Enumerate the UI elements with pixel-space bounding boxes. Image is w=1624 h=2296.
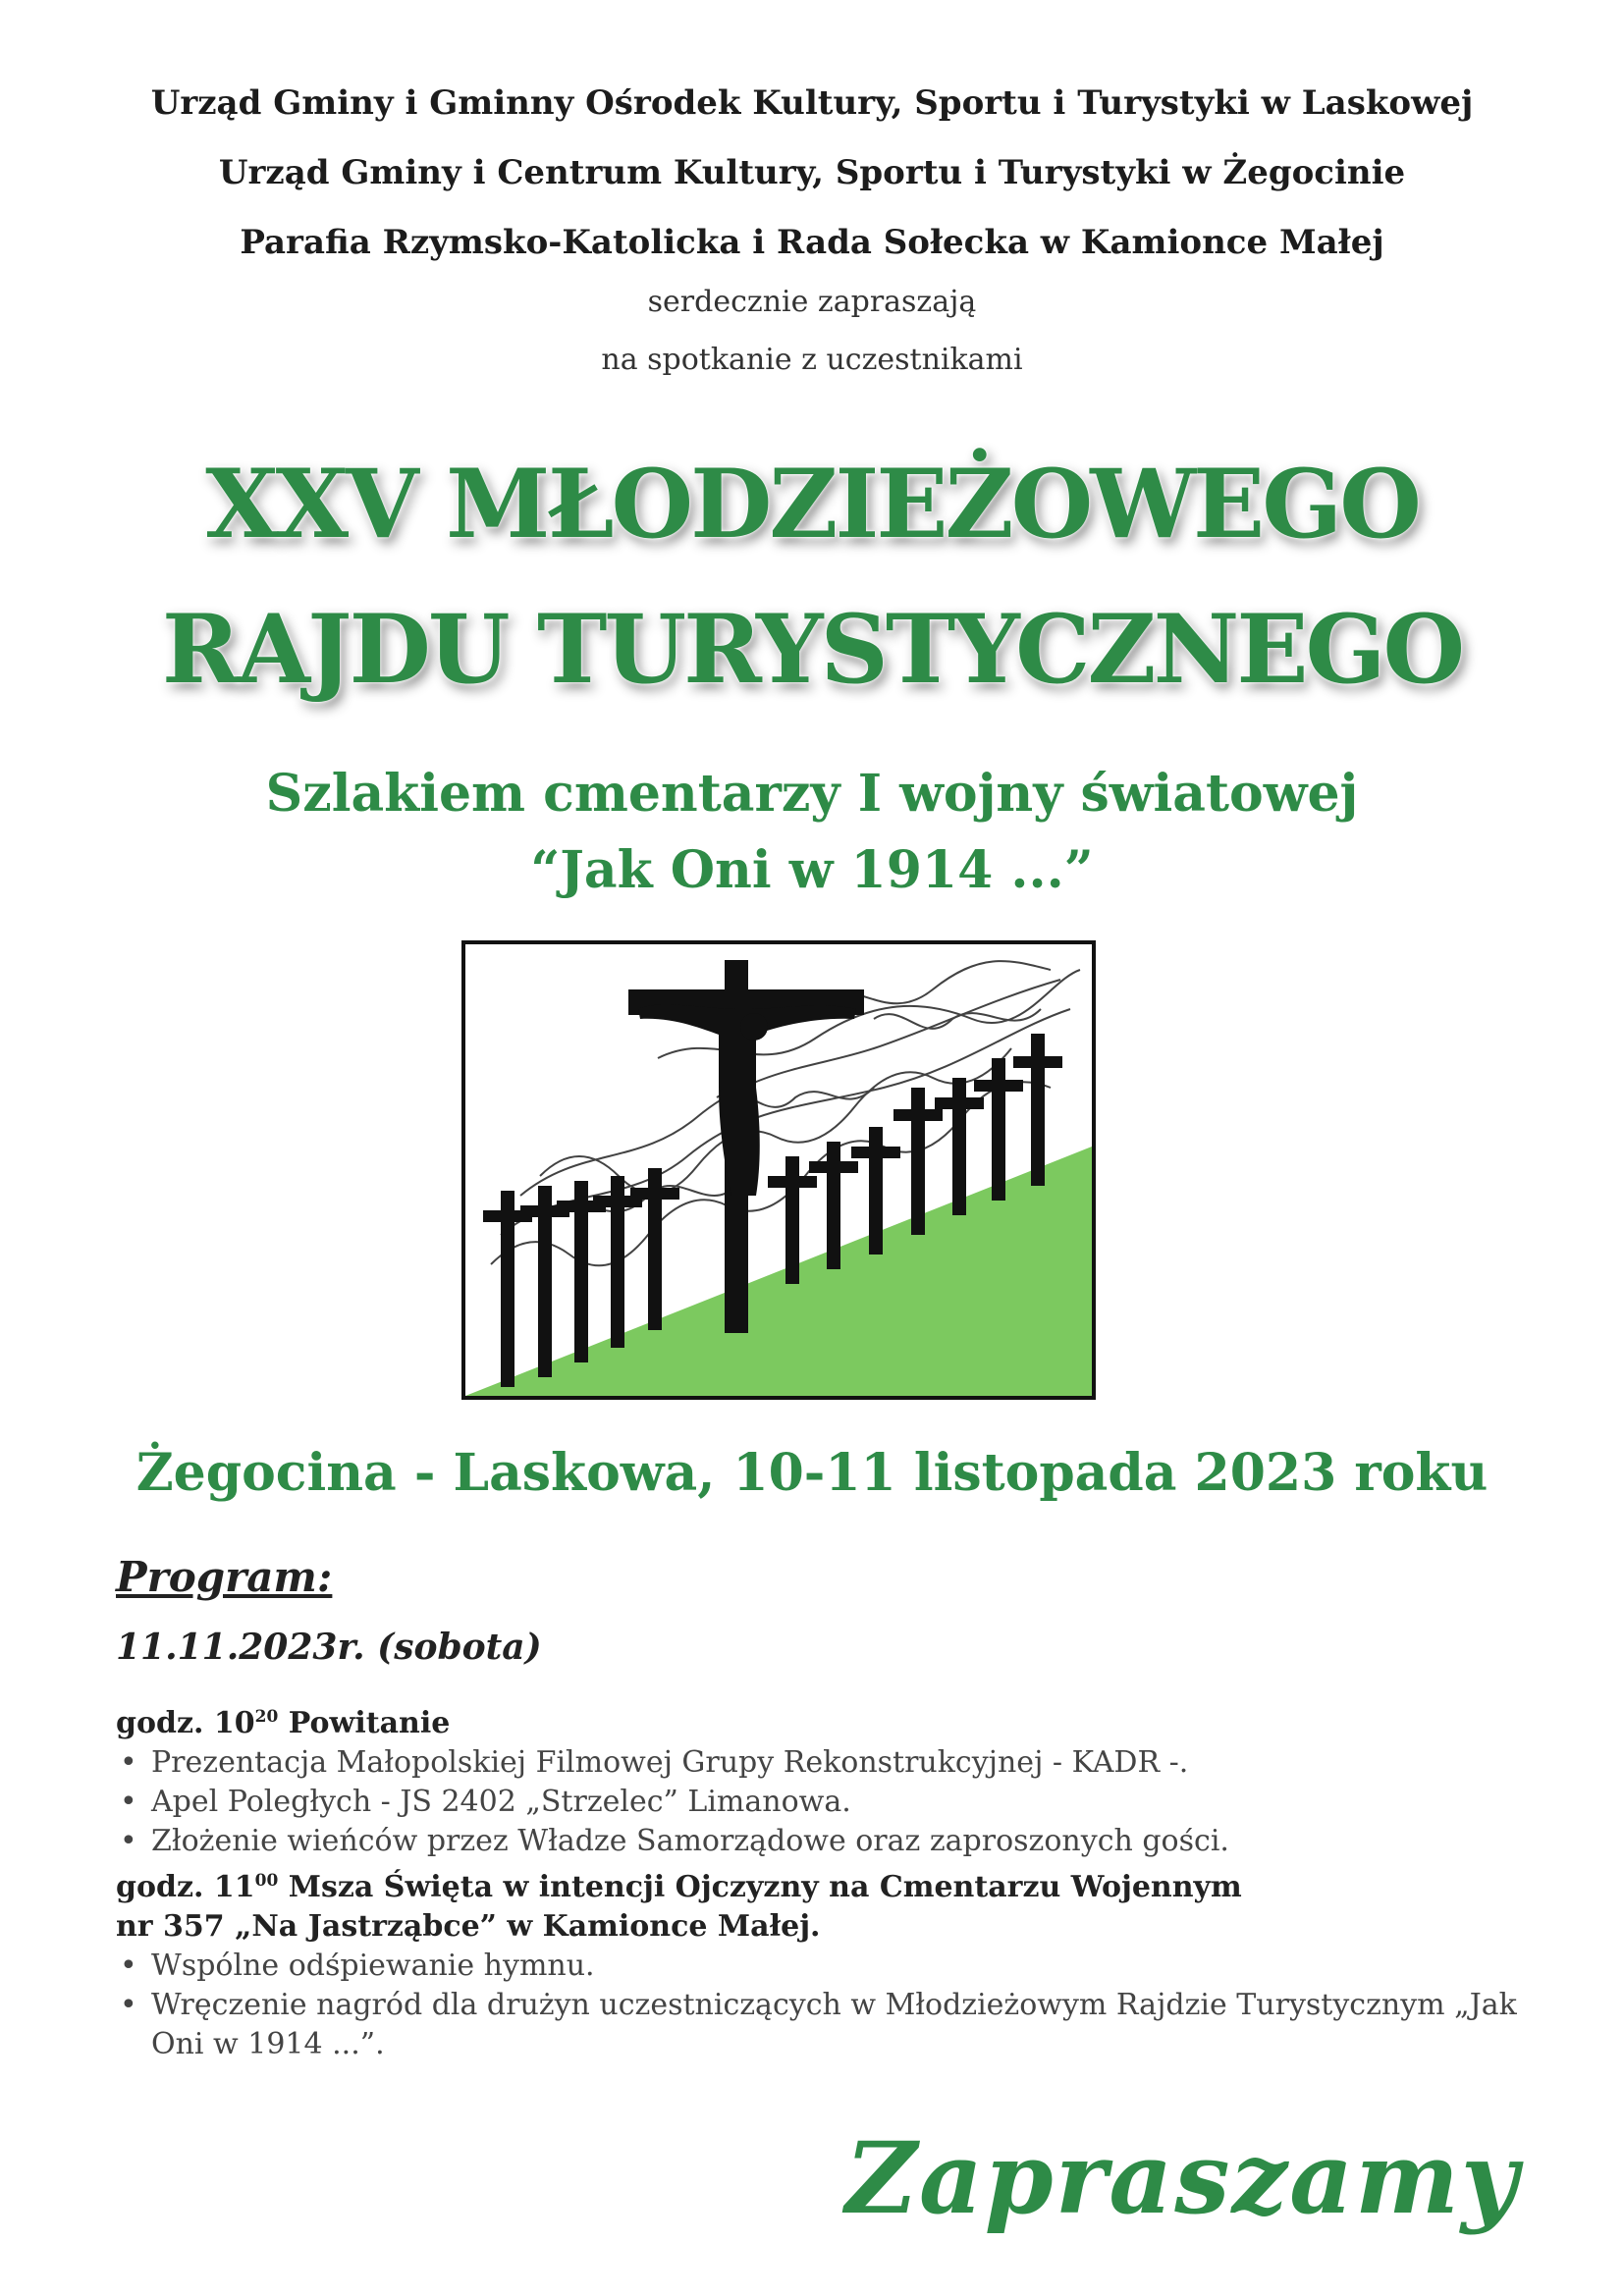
program-date: 11.11.2023r. (sobota)	[116, 1627, 542, 1668]
program-bullet: • Wspólne odśpiewanie hymnu.	[116, 1947, 1549, 1986]
organizer-line: Urząd Gminy i Centrum Kultury, Sportu i Turystyki w Żegocinie	[218, 153, 1406, 192]
time-title: Msza Święta w intencji Ojczyzny na Cmentarzu Wojennym	[278, 1870, 1242, 1904]
subtitle-line: Szlakiem cmentarzy I wojny światowej	[265, 764, 1359, 824]
closing-invitation: Zapraszamy	[845, 2120, 1520, 2236]
title-line: XXV MŁODZIEŻOWEGO	[205, 449, 1419, 560]
time-title: Powitanie	[278, 1706, 451, 1740]
invite-line: na spotkanie z uczestnikami	[601, 343, 1023, 377]
subtitle-line: “Jak Oni w 1914 ...”	[530, 840, 1094, 900]
time-prefix: godz. 10	[116, 1706, 255, 1740]
time-prefix: godz. 11	[116, 1870, 255, 1904]
program-bullet: • Wręczenie nagród dla drużyn uczestniczących w Młodzieżowym Rajdzie Turystycznym „Jak Oni w 1914 ...”.	[116, 1986, 1549, 2064]
organizer-line: Urząd Gminy i Gminny Ośrodek Kultury, Sportu i Turystyki w Laskowej	[150, 83, 1474, 123]
time-minutes: 00	[254, 1871, 279, 1891]
program-block-welcome	[116, 1697, 1549, 2064]
program-time-line	[116, 1861, 1549, 1907]
program-bullet: • Złożenie wieńców przez Władze Samorządowe oraz zaproszonych gości.	[116, 1822, 1549, 1861]
program-heading: Program:	[116, 1553, 333, 1601]
organizer-line: Parafia Rzymsko-Katolicka i Rada Sołecka w Kamionce Małej	[240, 223, 1384, 262]
title-line: RAJDU TURYSTYCZNEGO	[161, 594, 1463, 705]
event-location-date: Żegocina - Laskowa, 10-11 listopada 2023 roku	[135, 1443, 1489, 1503]
invite-line: serdecznie zapraszają	[647, 285, 977, 319]
program-time-line	[116, 1697, 1549, 1743]
time-minutes: 20	[254, 1707, 279, 1727]
event-subtitle	[0, 756, 1624, 909]
program-section	[116, 1553, 1549, 2064]
organizers	[0, 69, 1624, 278]
program-bullet: • Apel Poległych - JS 2402 „Strzelec” Limanowa.	[116, 1783, 1549, 1822]
program-time-line-cont: nr 357 „Na Jastrząbce” w Kamionce Małej.	[116, 1909, 821, 1944]
event-title	[0, 432, 1624, 722]
invitation-text	[0, 273, 1624, 389]
program-bullet: • Prezentacja Małopolskiej Filmowej Grupy Rekonstrukcyjnej - KADR -.	[116, 1743, 1549, 1783]
war-cemetery-illustration	[461, 940, 1096, 1400]
